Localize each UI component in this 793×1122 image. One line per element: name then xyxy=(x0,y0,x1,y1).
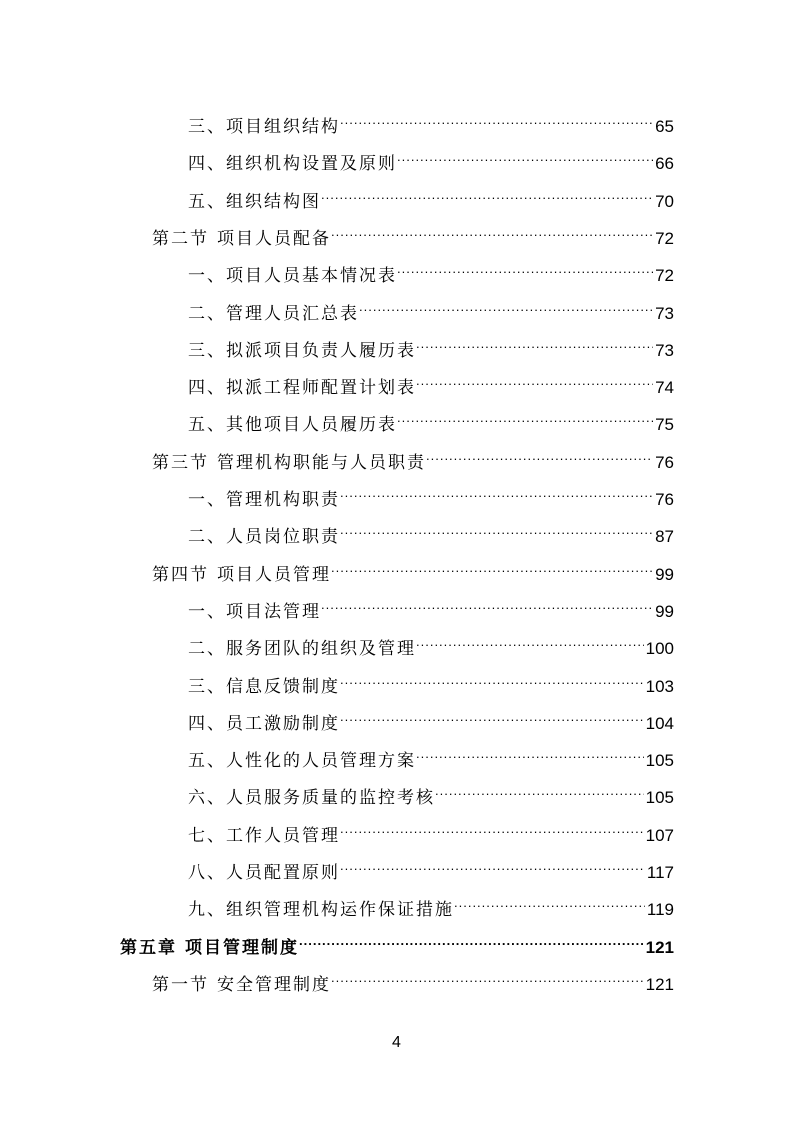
toc-entry-page: 121 xyxy=(645,974,674,994)
toc-entry[interactable] xyxy=(188,179,674,212)
toc-entry-page: 100 xyxy=(645,639,674,659)
toc-leader-dots xyxy=(454,887,645,915)
toc-entry-title: 三、项目组织结构 xyxy=(188,117,340,137)
toc-entry-title: 六、人员服务质量的监控考核 xyxy=(188,788,435,809)
toc-entry[interactable] xyxy=(188,701,674,734)
toc-leader-dots xyxy=(416,365,653,393)
toc-entry[interactable] xyxy=(188,850,674,883)
toc-entry-title: 管理机构职能与人员职责 xyxy=(217,452,426,473)
toc-entry-title: 五、人性化的人员管理方案 xyxy=(188,751,416,772)
toc-entry-page: 105 xyxy=(645,751,674,771)
toc-entry[interactable] xyxy=(188,477,674,510)
toc-entry[interactable] xyxy=(188,104,674,137)
toc-entry-page: 72 xyxy=(655,228,674,248)
toc-leader-dots xyxy=(340,104,653,132)
toc-entry-title: 一、项目人员基本情况表 xyxy=(188,266,397,287)
toc-entry-page: 105 xyxy=(645,788,674,808)
toc-entry-title: 四、员工激励制度 xyxy=(188,713,340,734)
toc-entry-page: 103 xyxy=(645,676,674,696)
toc-entry-page: 75 xyxy=(655,415,674,435)
toc-entry-prefix: 第三节 xyxy=(152,452,209,473)
page-number: 4 xyxy=(392,1034,401,1051)
toc-entry-prefix: 第五章 xyxy=(120,937,177,958)
toc-entry[interactable] xyxy=(188,775,674,809)
toc-entry-page: 99 xyxy=(655,564,674,584)
toc-leader-dots xyxy=(331,216,653,244)
toc-leader-dots xyxy=(340,850,645,878)
toc-leader-dots xyxy=(359,291,653,319)
toc-entry-title: 一、项目法管理 xyxy=(188,601,321,622)
toc-entry-page: 87 xyxy=(655,527,674,547)
toc-entry-page: 76 xyxy=(655,452,674,472)
toc-entry[interactable] xyxy=(188,291,674,324)
toc-leader-dots xyxy=(299,925,644,953)
toc-entry-page: 117 xyxy=(646,863,674,882)
toc-entry[interactable] xyxy=(120,925,674,958)
toc-entry-title: 九、组织管理机构运作保证措施 xyxy=(188,900,454,921)
toc-entry[interactable] xyxy=(188,813,674,846)
toc-entry-page: 66 xyxy=(655,154,674,174)
toc-entry[interactable] xyxy=(188,141,674,175)
toc-entry-page: 72 xyxy=(655,266,674,286)
toc-entry-title: 二、服务团队的组织及管理 xyxy=(188,639,416,660)
toc-entry-prefix: 第一节 xyxy=(152,974,209,995)
toc-entry-page: 73 xyxy=(655,303,674,323)
toc-entry[interactable] xyxy=(152,962,674,995)
toc-leader-dots xyxy=(397,253,653,281)
toc-entry-title: 七、工作人员管理 xyxy=(188,825,340,846)
toc-entry-title: 八、人员配置原则 xyxy=(188,863,340,883)
toc-entry[interactable] xyxy=(188,402,674,436)
toc-entry[interactable] xyxy=(188,365,674,399)
toc-entry-title: 五、其他项目人员履历表 xyxy=(188,415,397,436)
toc-entry-title: 项目管理制度 xyxy=(185,937,299,958)
toc-entry-page: 104 xyxy=(645,713,674,733)
toc-entry-title: 五、组织结构图 xyxy=(188,191,321,212)
toc-entry-page: 99 xyxy=(655,601,674,621)
toc-leader-dots xyxy=(426,440,653,468)
toc-entry-title: 二、管理人员汇总表 xyxy=(188,303,359,324)
toc-entry-title: 一、管理机构职责 xyxy=(188,490,340,510)
toc-entry[interactable] xyxy=(152,440,674,473)
toc-entry-title: 项目人员管理 xyxy=(217,564,331,585)
toc-entry[interactable] xyxy=(188,738,674,772)
toc-entry[interactable] xyxy=(152,552,674,585)
toc-entry[interactable] xyxy=(188,514,674,548)
toc-leader-dots xyxy=(340,514,653,542)
toc-entry-title: 四、拟派工程师配置计划表 xyxy=(188,378,416,399)
toc-entry[interactable] xyxy=(188,328,674,361)
toc-entry-title: 三、拟派项目负责人履历表 xyxy=(188,340,416,361)
toc-leader-dots xyxy=(416,626,644,654)
toc-leader-dots xyxy=(321,179,653,207)
toc-entry-page: 107 xyxy=(645,825,674,845)
toc-leader-dots xyxy=(340,813,644,841)
toc-leader-dots xyxy=(340,664,644,692)
toc-entry-page: 76 xyxy=(655,490,674,509)
toc-leader-dots xyxy=(340,477,653,505)
toc-entry-prefix: 第四节 xyxy=(152,564,209,585)
toc-entry-page: 65 xyxy=(655,117,674,136)
toc-entry[interactable] xyxy=(188,664,674,697)
toc-leader-dots xyxy=(435,775,644,803)
toc-entry-title: 三、信息反馈制度 xyxy=(188,676,340,697)
toc-leader-dots xyxy=(397,402,653,430)
toc-entry-title: 安全管理制度 xyxy=(217,974,331,995)
toc-leader-dots xyxy=(416,738,644,766)
toc-leader-dots xyxy=(321,589,653,617)
toc-entry-page: 121 xyxy=(645,937,674,957)
toc-entry-title: 项目人员配备 xyxy=(217,228,331,249)
toc-entry[interactable] xyxy=(188,626,674,660)
toc-leader-dots xyxy=(340,701,644,729)
toc-leader-dots xyxy=(397,141,653,169)
toc-leader-dots xyxy=(331,962,644,990)
toc-entry-page: 73 xyxy=(655,340,674,360)
toc-entry-title: 二、人员岗位职责 xyxy=(188,527,340,548)
toc-entry-page: 119 xyxy=(646,900,674,920)
toc-entry-title: 四、组织机构设置及原则 xyxy=(188,154,397,175)
toc-leader-dots xyxy=(331,552,653,580)
toc-entry[interactable] xyxy=(152,216,674,249)
toc-leader-dots xyxy=(416,328,653,356)
toc-entry-page: 70 xyxy=(655,191,674,211)
toc-entry-page: 74 xyxy=(655,378,674,398)
toc-entry[interactable] xyxy=(188,589,674,622)
toc-entry[interactable] xyxy=(188,887,674,921)
toc-entry-prefix: 第二节 xyxy=(152,228,209,249)
toc-entry[interactable] xyxy=(188,253,674,287)
